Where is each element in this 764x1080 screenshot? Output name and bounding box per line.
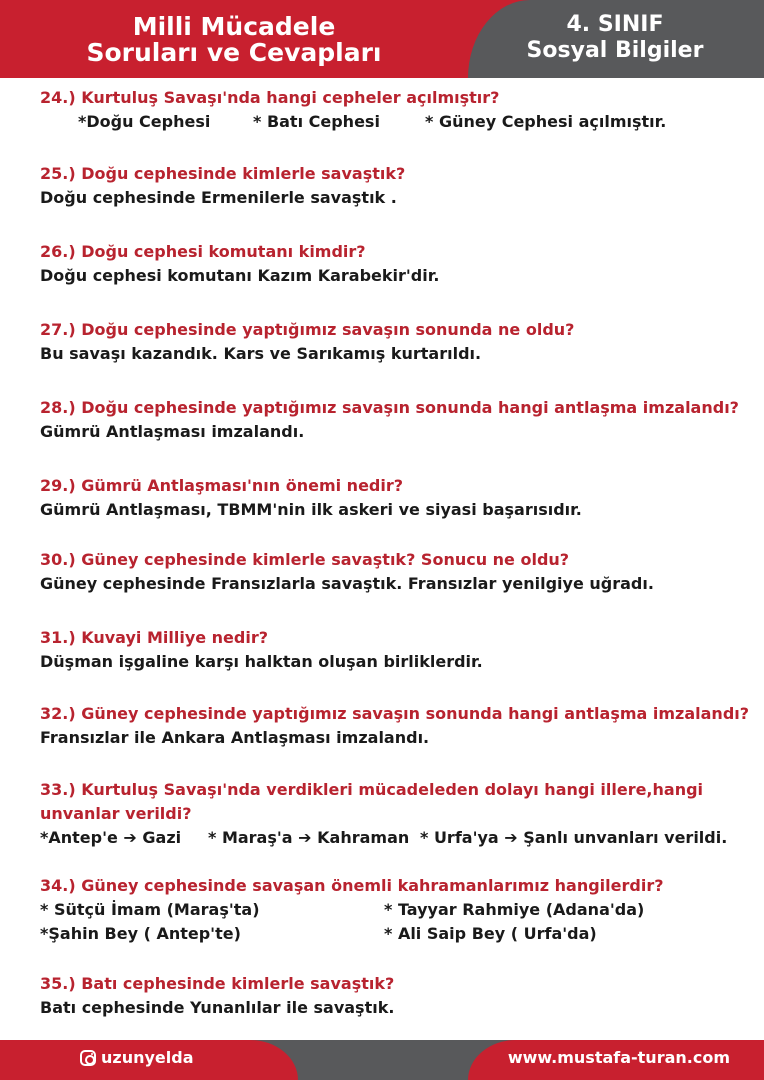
question-block-24 [40, 86, 740, 134]
question-block-28 [40, 396, 740, 444]
answer-27: Bu savaşı kazandık. Kars ve Sarıkamış kurtarıldı. [40, 344, 482, 363]
answer-32: Fransızlar ile Ankara Antlaşması imzalandı. [40, 728, 430, 747]
questions-list [0, 78, 764, 1038]
instagram-icon [80, 1050, 96, 1066]
answer-31: Düşman işgaline karşı halktan oluşan birliklerdir. [40, 652, 483, 671]
title-line-2: Soruları ve Cevapları [86, 38, 382, 67]
question-28: 28.) Doğu cephesinde yaptığımız savaşın sonunda hangi antlaşma imzalandı? [40, 398, 739, 417]
question-31: 31.) Kuvayi Milliye nedir? [40, 628, 269, 647]
question-26: 26.) Doğu cephesi komutanı kimdir? [40, 242, 366, 261]
answer-35: Batı cephesinde Yunanlılar ile savaştık. [40, 998, 395, 1017]
title-maras: * Maraş'a ➔ Kahraman [208, 828, 410, 847]
right-arrow-icon: ➔ [123, 828, 137, 847]
hero-tayyar-rahmiye: * Tayyar Rahmiye (Adana'da) [384, 900, 645, 919]
question-32: 32.) Güney cephesinde yaptığımız savaşın sonunda hangi antlaşma imzalandı? [40, 704, 750, 723]
answer-24 [40, 110, 740, 134]
question-35: 35.) Batı cephesinde kimlerle savaştık? [40, 974, 395, 993]
page-footer [0, 1040, 764, 1080]
answer-28: Gümrü Antlaşması imzalandı. [40, 422, 305, 441]
question-block-34 [40, 874, 740, 946]
answer-33 [40, 826, 740, 850]
question-block-27 [40, 318, 740, 366]
front-west: * Batı Cephesi [253, 112, 380, 131]
answer-30: Güney cephesinde Fransızlarla savaştık. Fransızlar yenilgiye uğradı. [40, 574, 654, 593]
question-29: 29.) Gümrü Antlaşması'nın önemi nedir? [40, 476, 404, 495]
question-33: 33.) Kurtuluş Savaşı'nda verdikleri mücadeleden dolayı hangi illere,hangi unvanlar verildi? [40, 780, 704, 823]
answer-25: Doğu cephesinde Ermenilerle savaştık . [40, 188, 397, 207]
page-title [0, 14, 468, 66]
page-header [0, 0, 764, 78]
answer-29: Gümrü Antlaşması, TBMM'nin ilk askeri ve siyasi başarısıdır. [40, 500, 582, 519]
question-block-30 [40, 548, 740, 596]
answer-26: Doğu cephesi komutanı Kazım Karabekir'dir. [40, 266, 440, 285]
question-block-29 [40, 474, 740, 522]
front-south: * Güney Cephesi açılmıştır. [425, 112, 667, 131]
heroes-row-1 [40, 898, 740, 922]
grade-label: 4. SINIF [566, 12, 664, 37]
question-34: 34.) Güney cephesinde savaşan önemli kahramanlarımız hangilerdir? [40, 876, 664, 895]
title-line-1: Milli Mücadele [132, 12, 336, 41]
question-block-26 [40, 240, 740, 288]
heroes-row-2 [40, 922, 740, 946]
front-east: *Doğu Cephesi [78, 112, 211, 131]
question-27: 27.) Doğu cephesinde yaptığımız savaşın sonunda ne oldu? [40, 320, 575, 339]
question-24: 24.) Kurtuluş Savaşı'nda hangi cepheler açılmıştır? [40, 88, 500, 107]
title-antep: *Antep'e ➔ Gazi [40, 828, 182, 847]
title-urfa: * Urfa'ya ➔ Şanlı unvanları verildi. [420, 828, 728, 847]
question-25: 25.) Doğu cephesinde kimlerle savaştık? [40, 164, 406, 183]
website-link[interactable]: www.mustafa-turan.com [507, 1048, 730, 1067]
question-30: 30.) Güney cephesinde kimlerle savaştık? Sonucu ne oldu? [40, 550, 570, 569]
grade-subject [470, 12, 760, 64]
subject-label: Sosyal Bilgiler [526, 38, 704, 63]
right-arrow-icon: ➔ [298, 828, 312, 847]
hero-sutcu-imam: * Sütçü İmam (Maraş'ta) [40, 900, 260, 919]
question-block-33 [40, 778, 740, 850]
question-block-35 [40, 972, 740, 1020]
hero-ali-saip-bey: * Ali Saip Bey ( Urfa'da) [384, 924, 597, 943]
question-block-25 [40, 162, 740, 210]
question-block-32 [40, 702, 750, 750]
question-block-31 [40, 626, 740, 674]
instagram-handle[interactable]: uzunyelda [101, 1048, 194, 1067]
right-arrow-icon: ➔ [504, 828, 518, 847]
hero-sahin-bey: *Şahin Bey ( Antep'te) [40, 924, 241, 943]
